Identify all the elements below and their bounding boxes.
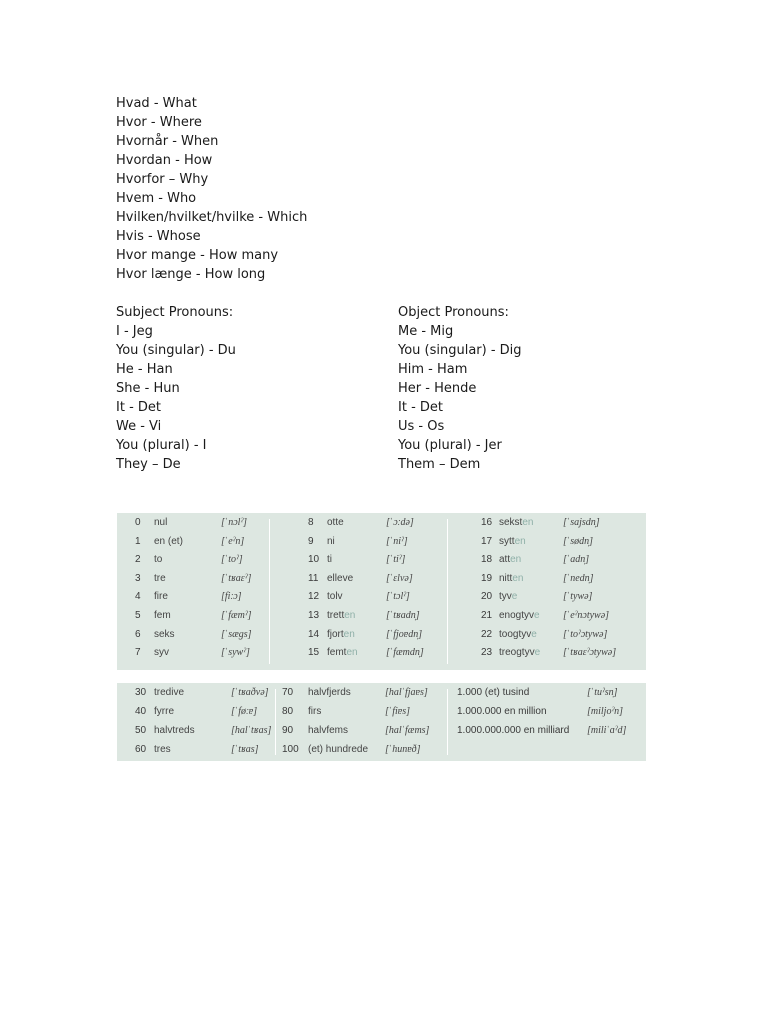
number-digit: 13 [308,610,320,621]
number-pronunciation: [ˈsywˀ] [221,647,250,659]
number-word: tyve [499,591,518,603]
number-digit: 1.000.000 en million [457,706,547,717]
pronoun-item: They – De [116,457,181,472]
number-digit: 6 [135,628,141,640]
pronoun-item: You (plural) - Jer [398,438,502,453]
number-word: toogtyve [499,628,537,640]
number-digit: 22 [481,628,493,640]
number-pronunciation: [ˈtʁas] [231,744,259,755]
object-pronouns-heading: Object Pronouns: [398,305,509,320]
number-digit: 50 [135,725,147,736]
number-pronunciation: [ˈfiɐs] [385,706,410,717]
question-word: Hvorfor – Why [116,172,209,187]
question-word: Hvilken/hvilket/hvilke - Which [116,210,308,225]
number-word: ti [327,554,332,566]
number-digit: 12 [308,591,320,603]
number-digit: 7 [135,647,141,659]
number-pronunciation: [ˈeˀn] [221,535,245,547]
number-pronunciation: [ˈfæmˀ] [221,610,252,621]
number-digit: 20 [481,591,493,603]
number-digit: 1.000.000.000 en milliard [457,725,570,736]
number-word: nul [154,517,168,528]
number-digit: 1 [135,535,141,547]
number-digit: 8 [308,517,314,528]
pronoun-item: You (singular) - Du [116,343,236,358]
number-word: atten [499,554,522,566]
pronoun-item: Them – Dem [398,457,481,472]
number-digit: 10 [308,554,320,566]
number-word: halvfjerds [308,687,351,698]
number-pronunciation: [miliˈɑˀd] [587,725,627,736]
number-digit: 23 [481,647,493,659]
number-pronunciation: [ˈtʁaɛˀɔtywə] [563,647,617,659]
pronoun-item: We - Vi [116,419,162,434]
number-word: tolv [327,591,343,603]
number-pronunciation: [ˈtʁaðvə] [231,687,269,698]
number-digit: 60 [135,744,147,755]
pronoun-item: It - Det [116,400,161,415]
number-digit: 14 [308,628,320,640]
pronoun-item: Me - Mig [398,324,454,339]
numbers-table-0-23 [117,513,646,670]
number-word: fire [154,591,168,603]
number-digit: 18 [481,554,493,566]
number-pronunciation: [halˈtʁas] [231,725,272,736]
question-word: Hvad - What [116,96,197,111]
number-word: tres [154,744,171,755]
number-word: femten [327,647,358,659]
number-digit: 2 [135,554,141,566]
question-word: Hvornår - When [116,134,219,149]
numbers-table-large [117,683,646,761]
pronoun-item: It - Det [398,400,443,415]
number-digit: 4 [135,591,141,603]
number-word: fyrre [154,706,174,717]
number-pronunciation: [miljoˀn] [587,706,624,717]
number-digit: 1.000 (et) tusind [457,687,530,698]
number-pronunciation: [ˈtuˀsn̩] [587,687,618,698]
pronoun-item: You (singular) - Dig [398,343,522,358]
object-pronouns-list [398,303,522,474]
number-word: fjorten [327,628,355,640]
column-divider [275,689,276,755]
subject-pronouns-heading: Subject Pronouns: [116,305,234,320]
number-word: syv [154,647,169,659]
pronoun-item: Us - Os [398,419,445,434]
number-digit: 15 [308,647,320,659]
number-word: tre [154,572,166,584]
number-word: nitten [499,572,524,584]
number-pronunciation: [ˈtʁaɛˀ] [221,572,252,584]
pronoun-item: Him - Ham [398,362,468,377]
number-word: elleve [327,572,354,584]
number-digit: 3 [135,572,141,584]
pronoun-item: She - Hun [116,381,180,396]
number-digit: 40 [135,706,147,717]
number-pronunciation: [ˈnedn̩] [563,572,594,584]
number-word: treogtyve [499,647,541,659]
column-divider [447,519,448,664]
subject-pronouns-list [116,303,236,474]
question-word: Hvem - Who [116,191,197,206]
number-digit: 80 [282,706,294,717]
number-word: enogtyve [499,610,540,621]
number-pronunciation: [ˈɛlvə] [386,572,413,584]
number-pronunciation: [ˈfæmdn̩] [386,647,424,659]
number-word: seksten [499,517,534,528]
number-digit: 0 [135,517,141,528]
number-digit: 5 [135,610,141,621]
number-pronunciation: [ˈføːɐ] [231,706,258,717]
question-word: Hvor mange - How many [116,248,279,263]
number-word: (et) hundrede [308,744,369,755]
number-pronunciation: [ˈtoˀ] [221,554,243,566]
question-word: Hvis - Whose [116,229,201,244]
number-pronunciation: [ˈhunɐð] [385,744,421,755]
number-digit: 19 [481,572,493,584]
number-pronunciation: [halˈfæms] [385,725,430,736]
number-pronunciation: [ˈtʁadn̩] [386,610,420,621]
number-digit: 17 [481,535,493,547]
number-pronunciation: [ˈtɔlˀ] [386,591,410,603]
number-word: tredive [154,687,185,698]
pronoun-item: He - Han [116,362,173,377]
number-pronunciation: [ˈnɔlˀ] [221,517,248,528]
number-pronunciation: [ˈniˀ] [386,535,408,547]
number-digit: 70 [282,687,294,698]
column-divider [447,689,448,755]
number-pronunciation: [ˈtoˀɔtywə] [563,628,608,640]
number-word: halvtreds [154,725,195,736]
number-word: firs [308,706,322,717]
number-pronunciation: [ˈadn̩] [563,554,590,566]
number-word: en (et) [154,535,183,547]
number-digit: 9 [308,535,314,547]
number-word: otte [327,517,344,528]
question-word: Hvor længe - How long [116,267,266,282]
number-pronunciation: [ˈfjoɐdn̩] [386,628,423,640]
number-digit: 100 [282,744,299,755]
number-word: fem [154,610,171,621]
number-word: seks [154,628,175,640]
number-digit: 30 [135,687,147,698]
number-pronunciation: [ˈɔːdə] [386,517,414,528]
number-word: ni [327,535,335,547]
number-pronunciation: [ˈsajsdn̩] [563,517,600,528]
number-pronunciation: [ˈeˀnɔtywə] [563,610,610,621]
number-pronunciation: [ˈsødn̩] [563,535,594,547]
question-words-list [116,94,307,284]
number-digit: 11 [308,572,319,584]
number-pronunciation: [ˈtiˀ] [386,554,406,566]
number-digit: 90 [282,725,294,736]
pronoun-item: I - Jeg [116,324,153,339]
number-word: to [154,554,163,566]
pronoun-item: You (plural) - I [116,438,207,453]
number-pronunciation: [halˈfjaɐs] [385,687,428,698]
number-digit: 16 [481,517,493,528]
number-word: tretten [327,610,356,621]
column-divider [269,519,270,664]
number-word: halvfems [308,725,349,736]
number-pronunciation: [ˈsægs] [221,628,252,640]
question-word: Hvor - Where [116,115,202,130]
number-digit: 21 [481,610,493,621]
number-word: sytten [499,535,526,547]
question-word: Hvordan - How [116,153,213,168]
number-pronunciation: [ˈtywə] [563,591,593,603]
number-pronunciation: [fiːɔ] [221,591,242,603]
pronoun-item: Her - Hende [398,381,477,396]
